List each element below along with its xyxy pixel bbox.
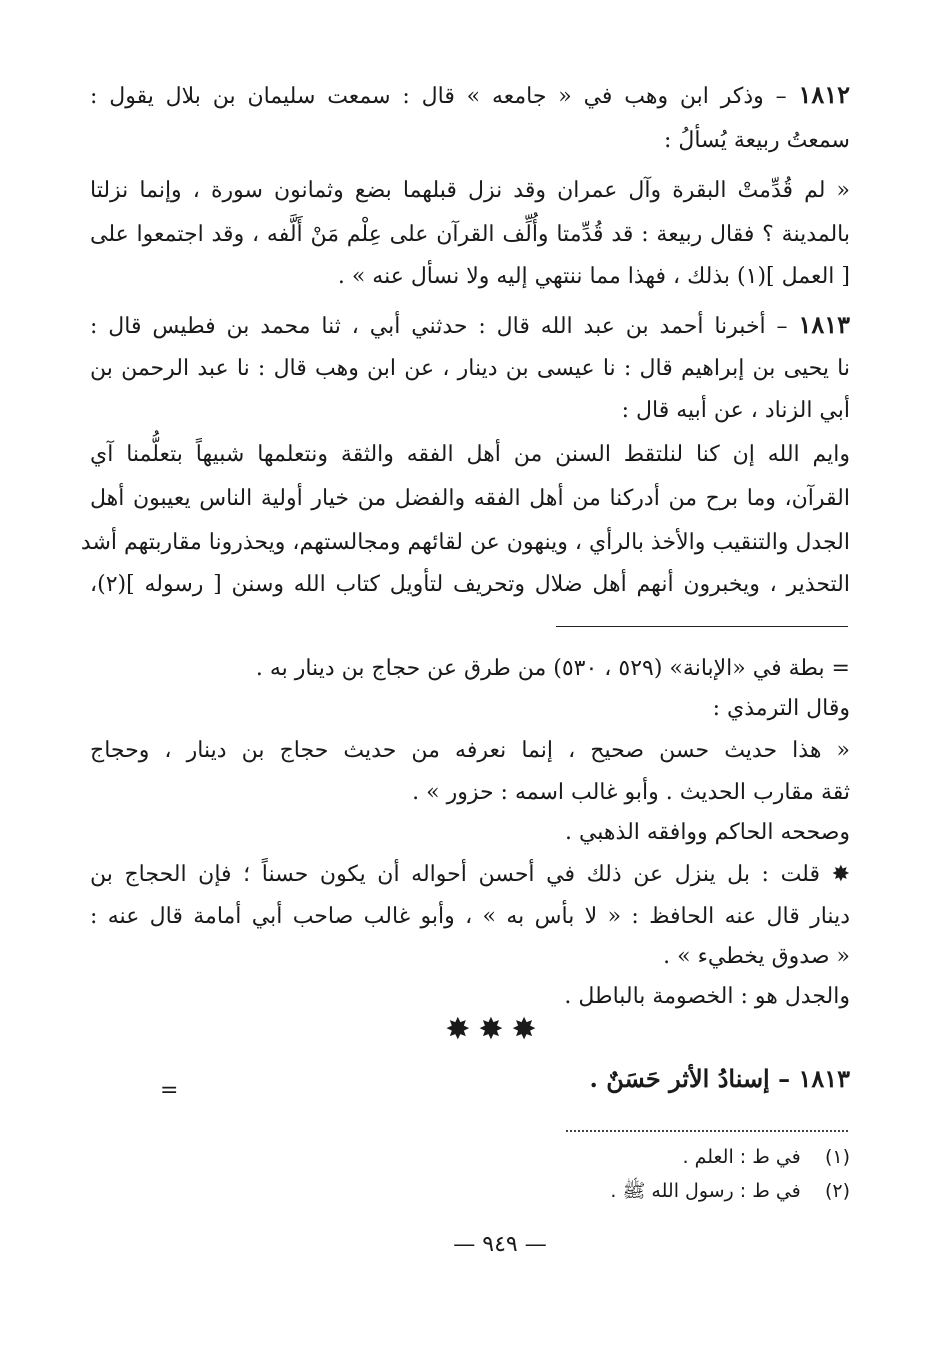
main-line: [90, 78, 850, 114]
footnote-separator-rule: [556, 626, 848, 627]
footnote-1-marker: (١): [824, 1146, 850, 1168]
line-text: نا يحيى بن إبراهيم قال : نا عيسى بن دينار ، عن ابن وهب قال : نا عبد الرحمن بن: [90, 356, 850, 381]
main-line: [90, 352, 850, 386]
line-text: وصححه الحاكم ووافقه الذهبي .: [564, 820, 850, 845]
line-text: أبي الزناد ، عن أبيه قال :: [621, 398, 850, 423]
section-heading: ١٨١٣ – إسنادُ الأثر حَسَنٌ .: [589, 1064, 850, 1093]
line-text: « هذا حديث حسن صحيح ، إنما نعرفه من حديث حجاج بن دينار ، وحجاج: [90, 738, 850, 763]
footnote-1: [682, 1140, 850, 1174]
line-text: والجدل هو : الخصومة بالباطل .: [564, 984, 850, 1009]
main-line: [664, 124, 850, 158]
commentary-line: [412, 776, 850, 810]
main-line: [90, 438, 850, 472]
line-text: دينار قال عنه الحافظ : « لا بأس به » ، وأبو غالب صاحب أبي أمامة قال عنه :: [90, 904, 850, 929]
commentary-line: [564, 980, 850, 1014]
line-text: [ العمل ](١) بذلك ، فهذا مما ننتهي إليه ولا نسأل عنه » .: [337, 264, 850, 289]
line-text: ثقة مقارب الحديث . وأبو غالب اسمه : حزور » .: [412, 780, 850, 805]
line-text: التحذير ، ويخبرون أنهم أهل ضلال وتحريف لتأويل كتاب الله وسنن [ رسوله ](٢)،: [90, 572, 850, 597]
commentary-line: [663, 940, 850, 974]
main-line: [338, 260, 850, 294]
footnote-2-marker: (٢): [824, 1180, 850, 1202]
footnote-2: [610, 1174, 850, 1208]
continuation-mark: =: [160, 1078, 179, 1103]
commentary-line: [90, 858, 850, 892]
main-line: [622, 394, 850, 428]
footnote-2-text: في ط : رسول الله ﷺ .: [610, 1180, 801, 1202]
line-text: – أخبرنا أحمد بن عبد الله قال : حدثني أبي ، ثنا محمد بن فطيس قال :: [90, 314, 799, 339]
line-text: – وذكر ابن وهب في « جامعه » قال : سمعت سليمان بن بلال يقول :: [90, 84, 799, 109]
line-text: وايم الله إن كنا لنلتقط السنن من أهل الفقه والثقة ونتعلمها شبيهاً بتعلُّمنا آي: [90, 442, 851, 467]
main-line: [90, 482, 850, 516]
line-text: = بطة في «الإبانة» (٥٢٩ ، ٥٣٠) من طرق عن حجاج بن دينار به .: [255, 656, 850, 681]
line-text: القرآن، وما برح من أدركنا من أهل الفقه والفضل من خيار أولية الناس يعيبون أهل: [90, 486, 850, 511]
line-text: ✸ قلت : بل ينزل عن ذلك في أحسن أحواله أن يكون حسناً ؛ فإن الحجاج بن: [90, 862, 850, 887]
main-line: [80, 526, 850, 560]
commentary-line: [256, 652, 850, 686]
footnote-1-text: في ط : العلم .: [682, 1146, 801, 1168]
page-number: — ٩٤٩ —: [453, 1232, 547, 1257]
line-text: بالمدينة ؟ فقال ربيعة : قد قُدِّمتا وأُلِّف القرآن على عِلْم مَنْ أَلَّفه ، وقد اجتمعوا على: [90, 222, 850, 247]
main-line: [90, 174, 850, 208]
line-text: « صدوق يخطيء » .: [663, 944, 850, 969]
main-line: [90, 218, 850, 252]
commentary-line: [713, 692, 850, 726]
entry-number: ١٨١٣: [798, 310, 850, 339]
line-text: الجدل والتنقيب والأخذ بالرأي ، وينهون عن لقائهم ومجالستهم، ويحذرونا مقاربتهم أشد: [80, 530, 850, 555]
commentary-line: [565, 816, 850, 850]
line-text: وقال الترمذي :: [712, 696, 850, 721]
commentary-line: [90, 900, 850, 934]
line-text: سمعتُ ربيعة يُسألُ :: [664, 128, 850, 153]
main-line: [90, 568, 850, 602]
footnote-dotted-rule: [566, 1130, 848, 1132]
section-divider-stars: ✸✸✸: [445, 1012, 545, 1047]
main-line: [90, 308, 850, 344]
entry-number: ١٨١٢: [798, 80, 850, 109]
line-text: « لم قُدِّمتْ البقرة وآل عمران وقد نزل قبلهما بضع وثمانون سورة ، وإنما نزلتا: [90, 178, 850, 203]
commentary-line: [90, 734, 850, 768]
